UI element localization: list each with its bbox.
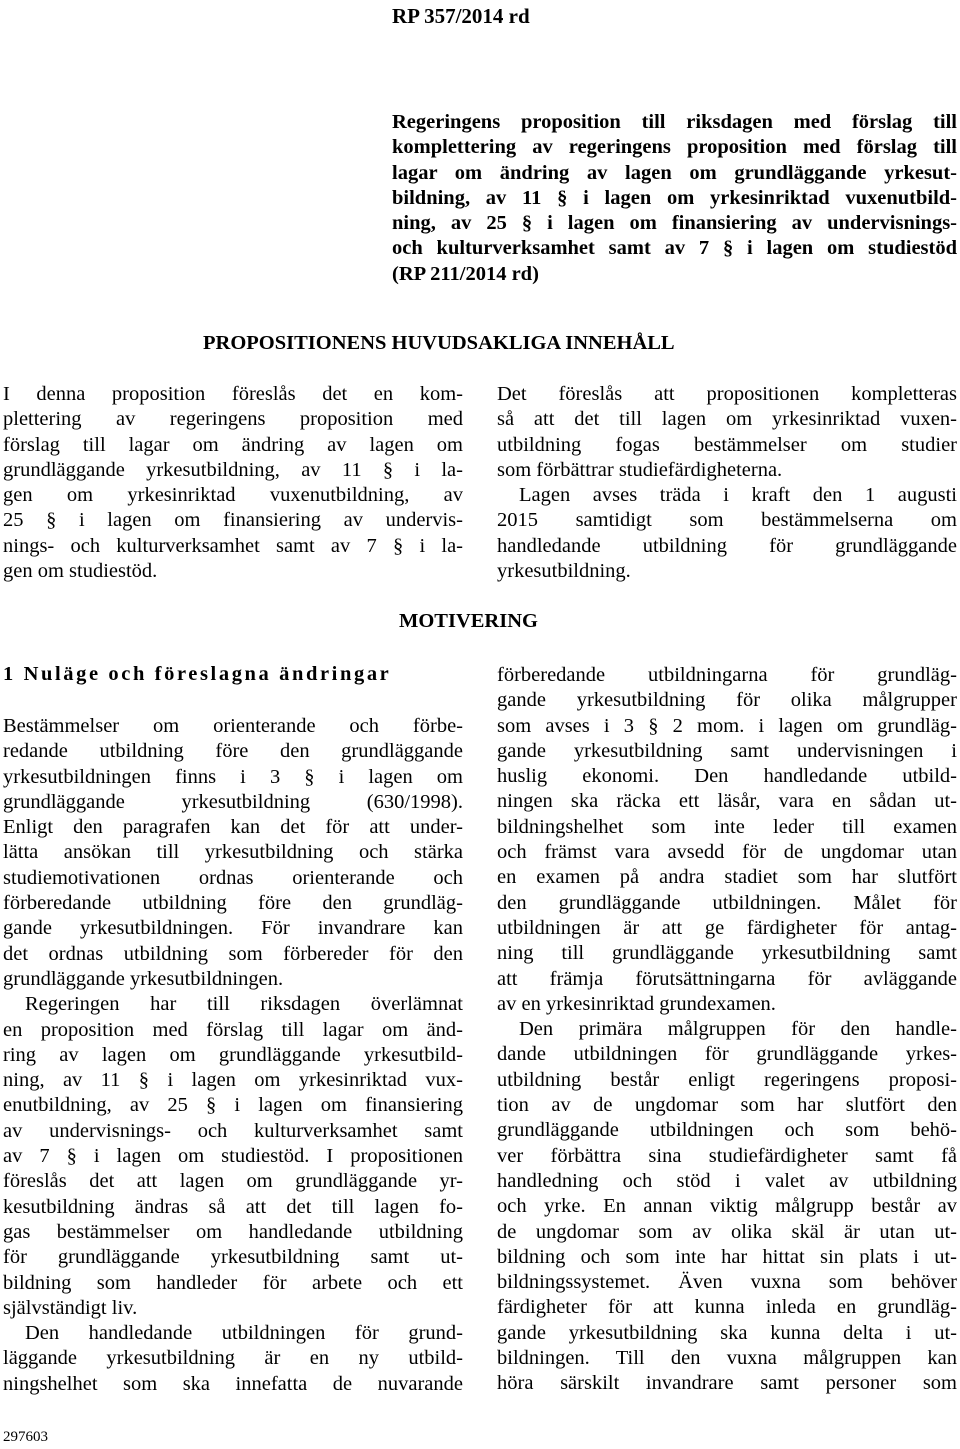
body-right-line: höra särskilt invandrare samt personer som [497, 1372, 957, 1395]
body-left-line: kesutbildning ändras så att det till lagen fo- [3, 1195, 463, 1218]
body-right-line: utbildningen är att ge färdigheter för antag- [497, 916, 957, 939]
title-line: lagar om ändring av lagen om grundläggande yrkesut- [392, 161, 957, 184]
summary-right-line: yrkesutbildning. [497, 560, 631, 583]
body-right-line: den grundläggande utbildningen. Målet för [497, 891, 957, 914]
body-left-line: förberedande utbildning före den grundläg- [3, 892, 463, 915]
summary-left-line: 25 § i lagen om finansiering av undervis- [3, 509, 463, 532]
body-right-line: att främja förutsättningarna för avläggande [497, 967, 957, 990]
body-right-line: en examen på andra stadiet som har slutfört [497, 866, 957, 889]
body-right-line: färdigheter för att kunna inleda en grundläg- [497, 1296, 957, 1319]
body-right-line: ningen ska räcka ett läsår, vara en sådan ut- [497, 790, 957, 813]
title-line: och kulturverksamhet samt av 7 § i lagen om studiestöd [392, 237, 957, 260]
body-left-line: ning, av 11 § i lagen om yrkesinriktad vux- [3, 1069, 463, 1092]
body-left-line: redande utbildning före den grundläggande [3, 740, 463, 763]
summary-right-line: utbildning fogas bestämmelser om studier [497, 433, 957, 456]
summary-right-column [497, 382, 957, 584]
title-line: ning, av 25 § i lagen om finansiering av undervisnings- [392, 212, 957, 235]
body-left-line: det ordnas utbildning som förbereder för den [3, 942, 463, 965]
summary-left-line: grundläggande yrkesutbildning, av 11 § i la- [3, 458, 463, 481]
body-right-line: gande yrkesutbildning ska kunna delta i ut- [497, 1321, 957, 1344]
footer-code: 297603 [3, 1429, 48, 1445]
title-line: bildning, av 11 § i lagen om yrkesinriktad vuxenutbild- [392, 186, 957, 209]
body-right-line: och främst vara avsedd för de ungdomar utan [497, 841, 957, 864]
title-line: komplettering av regeringens proposition med förslag till [392, 136, 957, 159]
summary-left-line: gen om studiestöd. [3, 560, 158, 583]
body-right-line: tion av de ungdomar som har slutfört den [497, 1094, 957, 1117]
body-left-line: gande yrkesutbildningen. För invandrare kan [3, 917, 463, 940]
body-right-line: och yrke. En annan viktig målgrupp består av [497, 1195, 957, 1218]
body-left-line: grundläggande yrkesutbildningen. [3, 967, 284, 990]
body-right-line: dande utbildningen för grundläggande yrkes- [497, 1043, 957, 1066]
body-right-line: de ungdomar som av olika skäl är utan ut- [497, 1220, 957, 1243]
summary-left-line: I denna proposition föreslås det en kom- [3, 383, 463, 405]
title-line: Regeringens proposition till riksdagen med förslag till [392, 111, 957, 133]
body-left-line: en proposition med förslag till lagar om änd- [3, 1018, 463, 1041]
body-left-line: Regeringen har till riksdagen överlämnat [25, 993, 463, 1016]
body-left-line: läggande yrkesutbildning är en ny utbild- [3, 1347, 463, 1370]
body-left-line: Enligt den paragrafen kan det för att under- [3, 816, 463, 839]
body-right-line: som avses i 3 § 2 mom. i lagen om grundläg- [497, 714, 957, 737]
body-left-line: föreslås det att lagen om grundläggande yr- [3, 1170, 463, 1193]
body-right-line: bildning och som inte har hittat sin plats i ut- [497, 1245, 957, 1268]
body-right-line: huslig ekonomi. Den handledande utbild- [497, 765, 957, 788]
body-left-line: enutbildning, av 25 § i lagen om finansiering [3, 1094, 463, 1117]
body-left-line: studiemotivationen ordnas orienterande och [3, 866, 463, 889]
summary-right-line: som förbättrar studiefärdigheterna. [497, 458, 783, 481]
title-line: (RP 211/2014 rd) [392, 262, 539, 285]
body-right-line: handledning och stöd i valet av utbildning [497, 1169, 957, 1192]
body-right-line: bildningen. Till den vuxna målgruppen kan [497, 1347, 957, 1370]
body-right-column [497, 663, 957, 1397]
summary-right-line: Lagen avses träda i kraft den 1 augusti [519, 484, 957, 507]
section-heading: 1 Nuläge och föreslagna ändringar [3, 663, 392, 685]
summary-right-line: så att det till lagen om yrkesinriktad vuxen- [497, 408, 957, 431]
body-left-line: bildning som handleder för arbete och ett [3, 1271, 463, 1294]
body-right-line: gande yrkesutbildning samt undervisningen i [497, 739, 957, 762]
body-left-line: ring av lagen om grundläggande yrkesutbild- [3, 1043, 463, 1066]
body-right-line: bildningssystemet. Även vuxna som behöver [497, 1271, 957, 1294]
body-right-line: utbildning består enligt regeringens proposi- [497, 1068, 957, 1091]
summary-left-line: plettering av regeringens proposition med [3, 408, 463, 431]
body-right-line: ning till grundläggande yrkesutbildning samt [497, 942, 957, 965]
summary-right-line: handledande utbildning för grundläggande [497, 534, 957, 557]
body-left-line: av undervisnings- och kulturverksamhet samt [3, 1119, 463, 1142]
body-right-line: ver förbättra sina studiefärdigheter samt få [497, 1144, 957, 1167]
motivation-heading: MOTIVERING [399, 610, 538, 632]
body-right-line: grundläggande utbildningen och som behö- [497, 1119, 957, 1142]
summary-right-line: Det föreslås att propositionen kompletteras [497, 383, 957, 405]
summary-heading: PROPOSITIONENS HUVUDSAKLIGA INNEHÅLL [203, 332, 675, 354]
body-left-line: för grundläggande yrkesutbildning samt ut- [3, 1246, 463, 1269]
body-left-line: lätta ansökan till yrkesutbildning och stärka [3, 841, 463, 864]
body-right-line: förberedande utbildningarna för grundläg- [497, 664, 957, 686]
body-left-line: av 7 § i lagen om studiestöd. I propositionen [3, 1145, 463, 1168]
body-left-line: grundläggande yrkesutbildning (630/1998). [3, 790, 463, 813]
summary-left-line: nings- och kulturverksamhet samt av 7 § i la- [3, 534, 463, 557]
summary-left-line: förslag till lagar om ändring av lagen om [3, 433, 463, 456]
body-left-line: ningshelhet som ska innefatta de nuvarande [3, 1372, 463, 1395]
summary-left-line: gen om yrkesinriktad vuxenutbildning, av [3, 484, 463, 507]
body-left-line: Bestämmelser om orienterande och förbe- [3, 715, 463, 737]
body-left-line: självständigt liv. [3, 1296, 138, 1319]
summary-right-line: 2015 samtidigt som bestämmelserna om [497, 509, 957, 532]
body-right-line: bildningshelhet som inte leder till examen [497, 815, 957, 838]
body-right-line: Den primära målgruppen för den handle- [519, 1018, 957, 1041]
body-left-line: yrkesutbildningen finns i 3 § i lagen om [3, 765, 463, 788]
proposition-title [392, 110, 957, 287]
body-left-line: Den handledande utbildningen för grund- [25, 1322, 463, 1345]
body-left-column [3, 714, 463, 1397]
body-left-line: gas bestämmelser om handledande utbildning [3, 1220, 463, 1243]
body-right-line: av en yrkesinriktad grundexamen. [497, 992, 776, 1015]
body-right-line: gande yrkesutbildning för olika målgrupper [497, 689, 957, 712]
rp-number: RP 357/2014 rd [392, 4, 530, 28]
summary-left-column [3, 382, 463, 584]
